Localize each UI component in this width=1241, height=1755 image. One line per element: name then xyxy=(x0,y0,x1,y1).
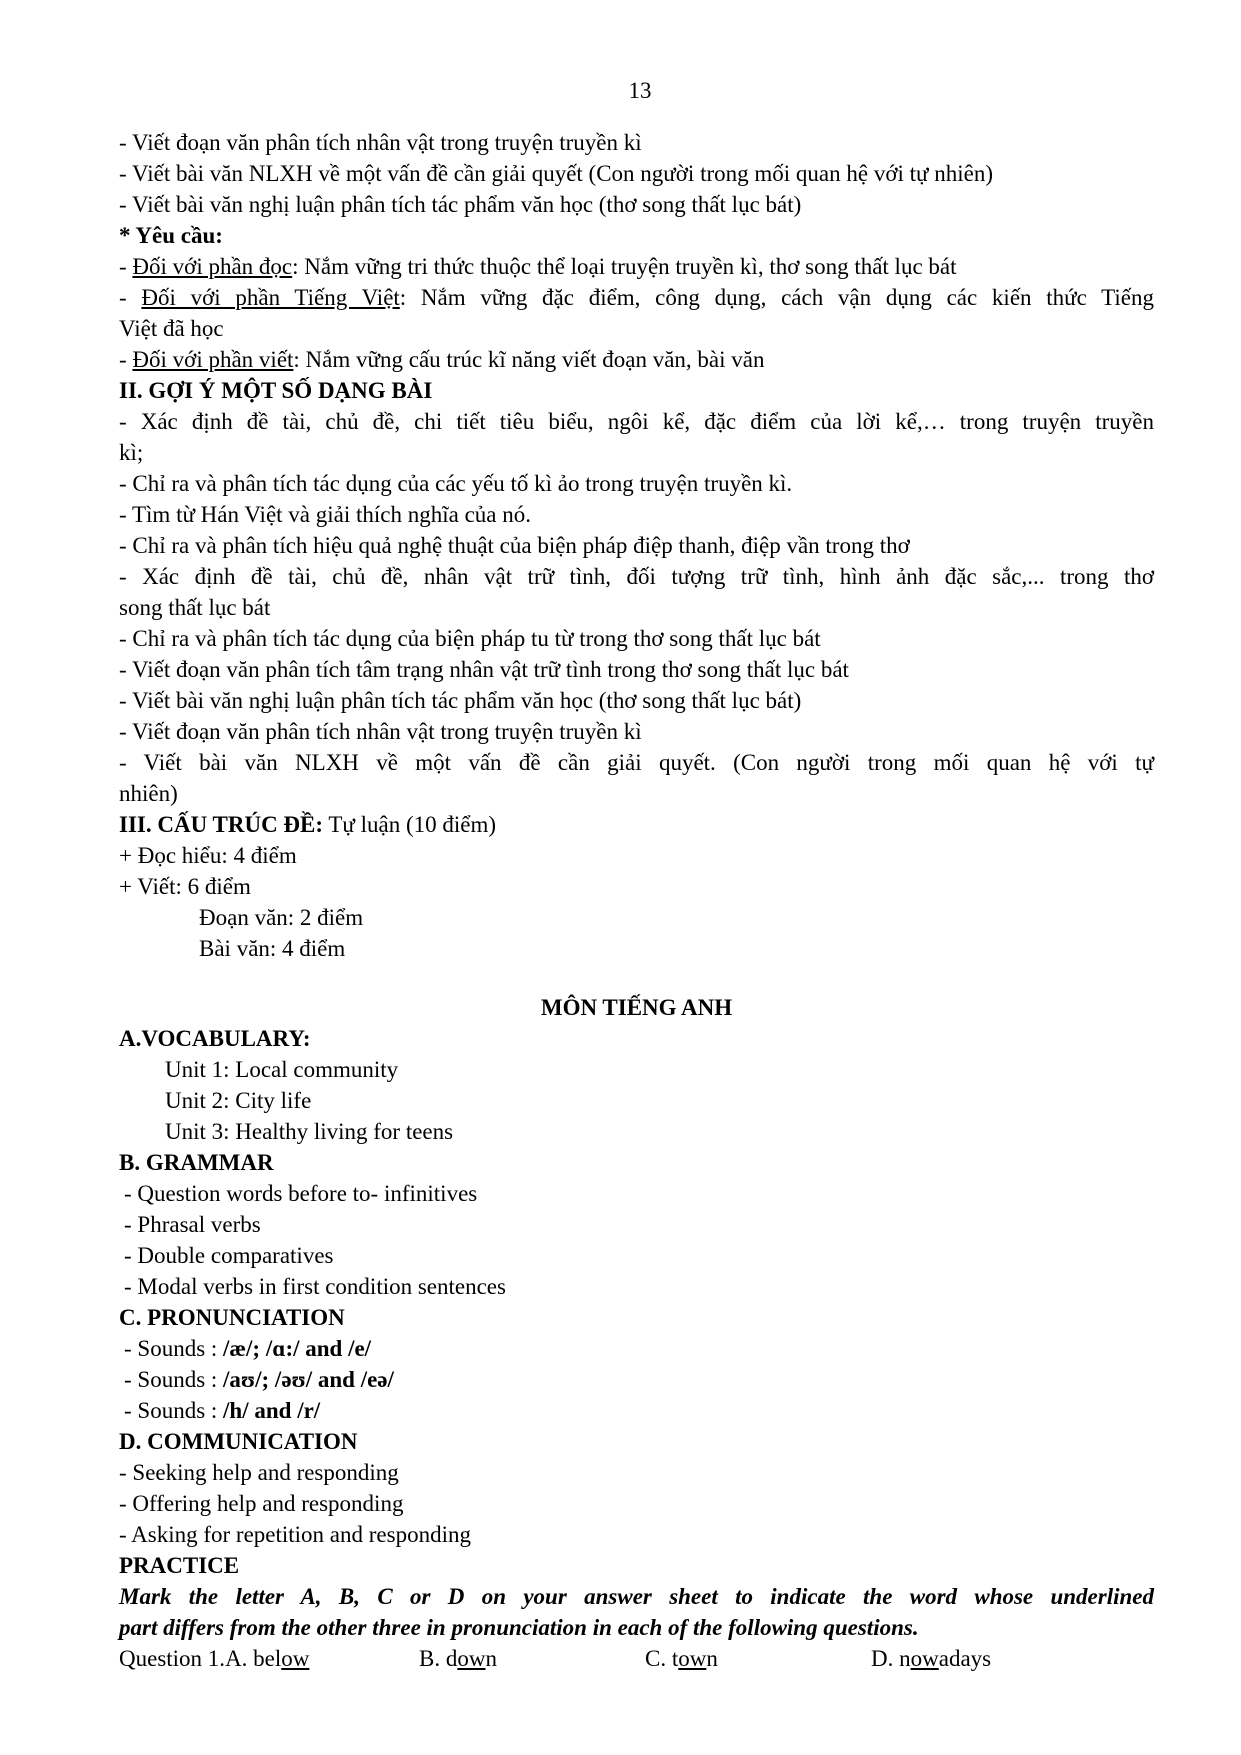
communication-heading: D. COMMUNICATION xyxy=(119,1429,358,1454)
requirement-vietnamese-cont: Việt đã học xyxy=(119,316,224,341)
list-item: - Tìm từ Hán Việt và giải thích nghĩa của nó. xyxy=(119,502,532,527)
question-row xyxy=(119,1643,1154,1674)
pronunciation-item xyxy=(119,1333,1154,1364)
requirement-writing xyxy=(119,344,1154,375)
grammar-item: - Question words before to- infinitives xyxy=(124,1181,478,1206)
requirements-heading: * Yêu cầu: xyxy=(119,223,223,248)
list-item: - Viết bài văn nghị luận phân tích tác phẩm văn học (thơ song thất lục bát) xyxy=(119,688,802,713)
list-item: - Viết đoạn văn phân tích tâm trạng nhân vật trữ tình trong thơ song thất lục bát xyxy=(119,657,849,682)
sounds-label: - Sounds : xyxy=(124,1336,224,1361)
writing-item: - Viết đoạn văn phân tích nhân vật trong truyện truyền kì xyxy=(119,130,642,155)
sounds-label: - Sounds : xyxy=(124,1367,224,1392)
spacer xyxy=(119,964,1154,992)
list-item-cont: song thất lục bát xyxy=(119,595,271,620)
list-item: - Xác định đề tài, chủ đề, chi tiết tiêu biểu, ngôi kể, đặc điểm của lời kể,… trong truyện truyền xyxy=(119,409,1154,434)
option-text: n xyxy=(485,1646,497,1671)
writing-item: - Viết bài văn nghị luận phân tích tác phẩm văn học (thơ song thất lục bát) xyxy=(119,192,802,217)
grammar-heading: B. GRAMMAR xyxy=(119,1150,274,1175)
section-heading: II. GỢI Ý MỘT SỐ DẠNG BÀI xyxy=(119,378,433,403)
list-item: - Viết bài văn NLXH về một vấn đề cần giải quyết. (Con người trong mối quan hệ với tự xyxy=(119,750,1154,775)
communication-item: - Offering help and responding xyxy=(119,1491,404,1516)
pronunciation-item xyxy=(119,1395,1154,1426)
writing-item: - Viết bài văn NLXH về một vấn đề cần giải quyết (Con người trong mối quan hệ với tự nhiên) xyxy=(119,161,993,186)
grammar-item: - Modal verbs in first condition sentences xyxy=(124,1274,506,1299)
english-title: MÔN TIẾNG ANH xyxy=(540,995,733,1020)
bullet: - xyxy=(119,285,142,310)
option-text: adays xyxy=(938,1646,992,1671)
question-option-d xyxy=(871,1643,991,1674)
list-item: - Chỉ ra và phân tích tác dụng của biện pháp tu từ trong thơ song thất lục bát xyxy=(119,626,821,651)
bullet: - xyxy=(119,347,133,372)
requirement-label: Đối với phần đọc xyxy=(132,254,293,279)
requirement-vietnamese xyxy=(119,282,1154,313)
structure-item: + Đọc hiểu: 4 điểm xyxy=(119,843,297,868)
requirement-label: Đối với phần Tiếng Việt xyxy=(141,285,400,310)
vocab-item: Unit 2: City life xyxy=(165,1088,312,1113)
question-option-a xyxy=(119,1643,419,1674)
page-number: 13 xyxy=(628,78,652,103)
option-text: C. t xyxy=(645,1646,679,1671)
list-item: - Chỉ ra và phân tích tác dụng của các yếu tố kì ảo trong truyện truyền kì. xyxy=(119,471,793,496)
section-text: Tự luận (10 điểm) xyxy=(323,812,497,837)
underlined-part: ow xyxy=(457,1646,486,1671)
underlined-part: ow xyxy=(678,1646,707,1671)
list-item: - Viết đoạn văn phân tích nhân vật trong truyện truyền kì xyxy=(119,719,642,744)
bullet: - xyxy=(119,254,133,279)
section-heading: III. CẤU TRÚC ĐỀ: xyxy=(119,812,324,837)
grammar-item: - Double comparatives xyxy=(124,1243,334,1268)
option-text: B. d xyxy=(419,1646,458,1671)
option-text: D. n xyxy=(871,1646,911,1671)
list-item-cont: kì; xyxy=(119,440,144,465)
pronunciation-item xyxy=(119,1364,1154,1395)
structure-subitem: Bài văn: 4 điểm xyxy=(199,936,346,961)
list-item: - Chỉ ra và phân tích hiệu quả nghệ thuật của biện pháp điệp thanh, điệp vần trong thơ xyxy=(119,533,910,558)
sounds-label: - Sounds : xyxy=(124,1398,224,1423)
option-text: A. bel xyxy=(225,1646,282,1671)
question-label: Question 1. xyxy=(119,1646,226,1671)
requirement-reading xyxy=(119,251,1154,282)
question-option-c xyxy=(645,1643,871,1674)
underlined-part: ow xyxy=(910,1646,939,1671)
pronunciation-heading: C. PRONUNCIATION xyxy=(119,1305,345,1330)
underlined-part: ow xyxy=(281,1646,310,1671)
requirement-label: Đối với phần viết xyxy=(132,347,294,372)
structure-item: + Viết: 6 điểm xyxy=(119,874,251,899)
page-content xyxy=(119,127,1154,1674)
requirement-text: : Nắm vững tri thức thuộc thể loại truyện truyền kì, thơ song thất lục bát xyxy=(292,254,957,279)
structure-subitem: Đoạn văn: 2 điểm xyxy=(199,905,364,930)
communication-item: - Asking for repetition and responding xyxy=(119,1522,471,1547)
option-text: n xyxy=(706,1646,718,1671)
section-3 xyxy=(119,809,1154,840)
sounds-value: /aʊ/; /əʊ/ and /eə/ xyxy=(223,1367,394,1392)
sounds-value: /æ/; /ɑ:/ and /e/ xyxy=(223,1336,372,1361)
communication-item: - Seeking help and responding xyxy=(119,1460,399,1485)
list-item-cont: nhiên) xyxy=(119,781,178,806)
requirement-text: : Nắm vững đặc điểm, công dụng, cách vận dụng các kiến thức Tiếng xyxy=(399,285,1154,310)
grammar-item: - Phrasal verbs xyxy=(124,1212,261,1237)
vocab-item: Unit 3: Healthy living for teens xyxy=(165,1119,454,1144)
vocab-heading: A.VOCABULARY: xyxy=(119,1026,311,1051)
practice-heading: PRACTICE xyxy=(119,1553,240,1578)
list-item: - Xác định đề tài, chủ đề, nhân vật trữ tình, đối tượng trữ tình, hình ảnh đặc sắc,... trong thơ xyxy=(119,564,1154,589)
vocab-item: Unit 1: Local community xyxy=(165,1057,399,1082)
practice-instruction: Mark the letter A, B, C or D on your answer sheet to indicate the word whose underlined xyxy=(119,1584,1154,1609)
question-option-b xyxy=(419,1643,645,1674)
sounds-value: /h/ and /r/ xyxy=(223,1398,321,1423)
requirement-text: : Nắm vững cấu trúc kĩ năng viết đoạn văn, bài văn xyxy=(293,347,765,372)
practice-instruction-cont: part differs from the other three in pronunciation in each of the following questions. xyxy=(119,1615,919,1640)
